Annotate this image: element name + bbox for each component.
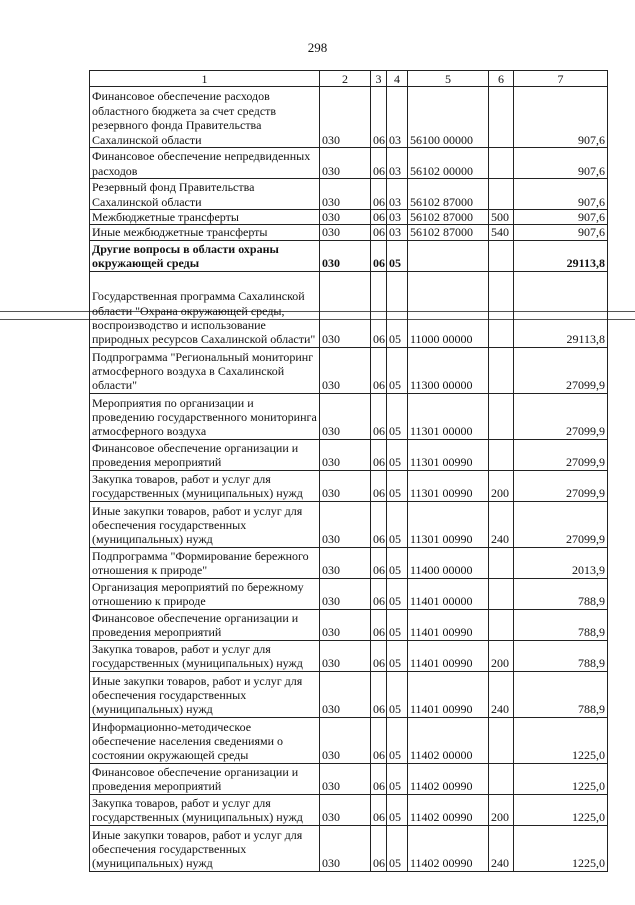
target-article-cell — [408, 240, 489, 271]
expense-type-cell — [489, 439, 514, 470]
expense-type-cell — [489, 609, 514, 640]
gr-code-cell: 030 — [320, 210, 371, 225]
expense-type-cell: 200 — [489, 794, 514, 825]
amount-cell: 2013,9 — [514, 547, 608, 578]
expense-type-cell — [489, 240, 514, 271]
target-article-cell: 11400 00000 — [408, 547, 489, 578]
table-row — [90, 210, 608, 225]
header-row — [90, 71, 608, 87]
item-name-cell: Иные закупки товаров, работ и услуг для обеспечения государственных (муниципальных) нужд — [90, 825, 320, 871]
expense-type-cell — [489, 763, 514, 794]
amount-cell: 907,6 — [514, 148, 608, 179]
subsection-code-cell: 05 — [387, 578, 408, 609]
table-row — [90, 640, 608, 671]
subsection-code-cell: 05 — [387, 825, 408, 871]
table-row — [90, 148, 608, 179]
expense-type-cell: 540 — [489, 225, 514, 240]
table-row — [90, 547, 608, 578]
table-row — [90, 393, 608, 439]
gr-code-cell: 030 — [320, 179, 371, 210]
target-article-cell: 11301 00990 — [408, 439, 489, 470]
subsection-code-cell: 05 — [387, 763, 408, 794]
target-article-cell: 11402 00000 — [408, 717, 489, 763]
item-name-cell: Закупка товаров, работ и услуг для государственных (муниципальных) нужд — [90, 640, 320, 671]
target-article-cell: 11401 00990 — [408, 671, 489, 717]
header-cell: 6 — [489, 71, 514, 87]
gr-code-cell: 030 — [320, 578, 371, 609]
target-article-cell: 11300 00000 — [408, 347, 489, 393]
amount-cell: 27099,9 — [514, 439, 608, 470]
section-code-cell: 06 — [371, 763, 387, 794]
subsection-code-cell: 05 — [387, 547, 408, 578]
gr-code-cell: 030 — [320, 501, 371, 547]
subsection-code-cell: 05 — [387, 347, 408, 393]
table-row — [90, 470, 608, 501]
section-code-cell: 06 — [371, 609, 387, 640]
gr-code-cell: 030 — [320, 87, 371, 148]
subsection-code-cell: 05 — [387, 640, 408, 671]
amount-cell: 27099,9 — [514, 347, 608, 393]
amount-cell: 29113,8 — [514, 240, 608, 271]
expense-type-cell: 240 — [489, 825, 514, 871]
item-name-cell: Финансовое обеспечение расходов областного бюджета за счет средств резервного фонда Правительства Сахалинской области — [90, 87, 320, 148]
gr-code-cell: 030 — [320, 825, 371, 871]
amount-cell: 1225,0 — [514, 717, 608, 763]
amount-cell: 907,6 — [514, 225, 608, 240]
amount-cell: 1225,0 — [514, 825, 608, 871]
gr-code-cell: 030 — [320, 271, 371, 347]
table-row — [90, 825, 608, 871]
section-code-cell: 06 — [371, 578, 387, 609]
amount-cell: 788,9 — [514, 609, 608, 640]
table-row — [90, 763, 608, 794]
subsection-code-cell: 03 — [387, 225, 408, 240]
item-name-cell: Подпрограмма "Формирование бережного отношения к природе" — [90, 547, 320, 578]
table-row — [90, 271, 608, 347]
target-article-cell: 11401 00990 — [408, 609, 489, 640]
target-article-cell: 56102 87000 — [408, 179, 489, 210]
item-name-cell: Финансовое обеспечение организации и проведения мероприятий — [90, 763, 320, 794]
target-article-cell: 56102 87000 — [408, 210, 489, 225]
section-code-cell: 06 — [371, 501, 387, 547]
target-article-cell: 11301 00990 — [408, 470, 489, 501]
header-cell: 3 — [371, 71, 387, 87]
section-code-cell: 06 — [371, 547, 387, 578]
section-code-cell: 06 — [371, 671, 387, 717]
expense-type-cell: 240 — [489, 501, 514, 547]
gr-code-cell: 030 — [320, 393, 371, 439]
target-article-cell: 11401 00000 — [408, 578, 489, 609]
expense-type-cell — [489, 547, 514, 578]
item-name-cell: Финансовое обеспечение организации и проведения мероприятий — [90, 439, 320, 470]
table-row — [90, 578, 608, 609]
subsection-code-cell: 05 — [387, 393, 408, 439]
table-row — [90, 501, 608, 547]
item-name-cell: Мероприятия по организации и проведению государственного мониторинга атмосферного воздуха — [90, 393, 320, 439]
expense-type-cell — [489, 148, 514, 179]
section-code-cell: 06 — [371, 179, 387, 210]
gr-code-cell: 030 — [320, 347, 371, 393]
amount-cell: 1225,0 — [514, 763, 608, 794]
table-row — [90, 671, 608, 717]
subsection-code-cell: 05 — [387, 717, 408, 763]
gr-code-cell: 030 — [320, 148, 371, 179]
table-body — [90, 71, 608, 872]
section-code-cell: 06 — [371, 87, 387, 148]
amount-cell: 788,9 — [514, 671, 608, 717]
section-code-cell: 06 — [371, 148, 387, 179]
item-name-cell: Финансовое обеспечение непредвиденных расходов — [90, 148, 320, 179]
target-article-cell: 11402 00990 — [408, 763, 489, 794]
target-article-cell: 11301 00990 — [408, 501, 489, 547]
expense-type-cell: 200 — [489, 640, 514, 671]
gr-code-cell: 030 — [320, 763, 371, 794]
table-row — [90, 609, 608, 640]
item-name-cell: Закупка товаров, работ и услуг для государственных (муниципальных) нужд — [90, 470, 320, 501]
expense-type-cell — [489, 87, 514, 148]
section-code-cell: 06 — [371, 640, 387, 671]
gr-code-cell: 030 — [320, 671, 371, 717]
item-name-cell: Информационно-методическое обеспечение населения сведениями о состоянии окружающей среды — [90, 717, 320, 763]
table-row — [90, 225, 608, 240]
header-cell: 4 — [387, 71, 408, 87]
section-code-cell: 06 — [371, 210, 387, 225]
table-row — [90, 87, 608, 148]
expense-type-cell — [489, 179, 514, 210]
page-number: 298 — [307, 40, 328, 55]
target-article-cell: 11401 00990 — [408, 640, 489, 671]
section-code-cell: 06 — [371, 240, 387, 271]
amount-cell: 788,9 — [514, 578, 608, 609]
item-name-cell: Иные закупки товаров, работ и услуг для обеспечения государственных (муниципальных) нужд — [90, 671, 320, 717]
table-row — [90, 240, 608, 271]
gr-code-cell: 030 — [320, 225, 371, 240]
subsection-code-cell: 05 — [387, 671, 408, 717]
amount-cell: 788,9 — [514, 640, 608, 671]
expense-type-cell — [489, 717, 514, 763]
gr-code-cell: 030 — [320, 547, 371, 578]
header-cell: 2 — [320, 71, 371, 87]
header-cell: 7 — [514, 71, 608, 87]
subsection-code-cell: 05 — [387, 470, 408, 501]
gr-code-cell: 030 — [320, 470, 371, 501]
amount-cell: 907,6 — [514, 87, 608, 148]
gr-code-cell: 030 — [320, 439, 371, 470]
amount-cell: 27099,9 — [514, 393, 608, 439]
subsection-code-cell: 05 — [387, 794, 408, 825]
item-name-cell: Организация мероприятий по бережному отношению к природе — [90, 578, 320, 609]
section-code-cell: 06 — [371, 470, 387, 501]
subsection-code-cell: 03 — [387, 179, 408, 210]
expense-type-cell — [489, 578, 514, 609]
budget-table — [89, 70, 608, 872]
table-row — [90, 439, 608, 470]
amount-cell: 907,6 — [514, 179, 608, 210]
gr-code-cell: 030 — [320, 609, 371, 640]
amount-cell: 907,6 — [514, 210, 608, 225]
section-code-cell: 06 — [371, 825, 387, 871]
section-code-cell: 06 — [371, 439, 387, 470]
section-code-cell: 06 — [371, 347, 387, 393]
expense-type-cell: 240 — [489, 671, 514, 717]
expense-type-cell — [489, 347, 514, 393]
amount-cell: 29113,8 — [514, 271, 608, 347]
gr-code-cell: 030 — [320, 640, 371, 671]
section-code-cell: 06 — [371, 794, 387, 825]
amount-cell: 27099,9 — [514, 501, 608, 547]
gr-code-cell: 030 — [320, 717, 371, 763]
subsection-code-cell: 03 — [387, 210, 408, 225]
target-article-cell: 56100 00000 — [408, 87, 489, 148]
section-code-cell: 06 — [371, 225, 387, 240]
gr-code-cell: 030 — [320, 794, 371, 825]
target-article-cell: 56102 87000 — [408, 225, 489, 240]
target-article-cell: 11000 00000 — [408, 271, 489, 347]
item-name-cell: Межбюджетные трансферты — [90, 210, 320, 225]
expense-type-cell — [489, 393, 514, 439]
section-code-cell: 06 — [371, 717, 387, 763]
item-name-cell: Финансовое обеспечение организации и проведения мероприятий — [90, 609, 320, 640]
expense-type-cell — [489, 271, 514, 347]
section-code-cell: 06 — [371, 271, 387, 347]
target-article-cell: 11402 00990 — [408, 794, 489, 825]
item-name-cell: Другие вопросы в области охраны окружающей среды — [90, 240, 320, 271]
item-name-cell: Иные закупки товаров, работ и услуг для обеспечения государственных (муниципальных) нужд — [90, 501, 320, 547]
item-name-cell: Подпрограмма "Региональный мониторинг атмосферного воздуха в Сахалинской области" — [90, 347, 320, 393]
expense-type-cell: 500 — [489, 210, 514, 225]
amount-cell: 1225,0 — [514, 794, 608, 825]
gr-code-cell: 030 — [320, 240, 371, 271]
subsection-code-cell: 05 — [387, 609, 408, 640]
item-name-cell: Государственная программа Сахалинской области "Охрана окружающей среды, воспроизводство и использование природных ресурсов Сахалинской области" — [90, 271, 320, 347]
target-article-cell: 11402 00990 — [408, 825, 489, 871]
table-row — [90, 717, 608, 763]
header-cell: 1 — [90, 71, 320, 87]
table-row — [90, 179, 608, 210]
target-article-cell: 56102 00000 — [408, 148, 489, 179]
section-code-cell: 06 — [371, 393, 387, 439]
item-name-cell: Иные межбюджетные трансферты — [90, 225, 320, 240]
subsection-code-cell: 05 — [387, 501, 408, 547]
subsection-code-cell: 05 — [387, 439, 408, 470]
item-name-cell: Резервный фонд Правительства Сахалинской области — [90, 179, 320, 210]
subsection-code-cell: 03 — [387, 148, 408, 179]
table-row — [90, 347, 608, 393]
table-row — [90, 794, 608, 825]
item-name-cell: Закупка товаров, работ и услуг для государственных (муниципальных) нужд — [90, 794, 320, 825]
amount-cell: 27099,9 — [514, 470, 608, 501]
subsection-code-cell: 05 — [387, 271, 408, 347]
target-article-cell: 11301 00000 — [408, 393, 489, 439]
subsection-code-cell: 03 — [387, 87, 408, 148]
subsection-code-cell: 05 — [387, 240, 408, 271]
header-cell: 5 — [408, 71, 489, 87]
expense-type-cell: 200 — [489, 470, 514, 501]
